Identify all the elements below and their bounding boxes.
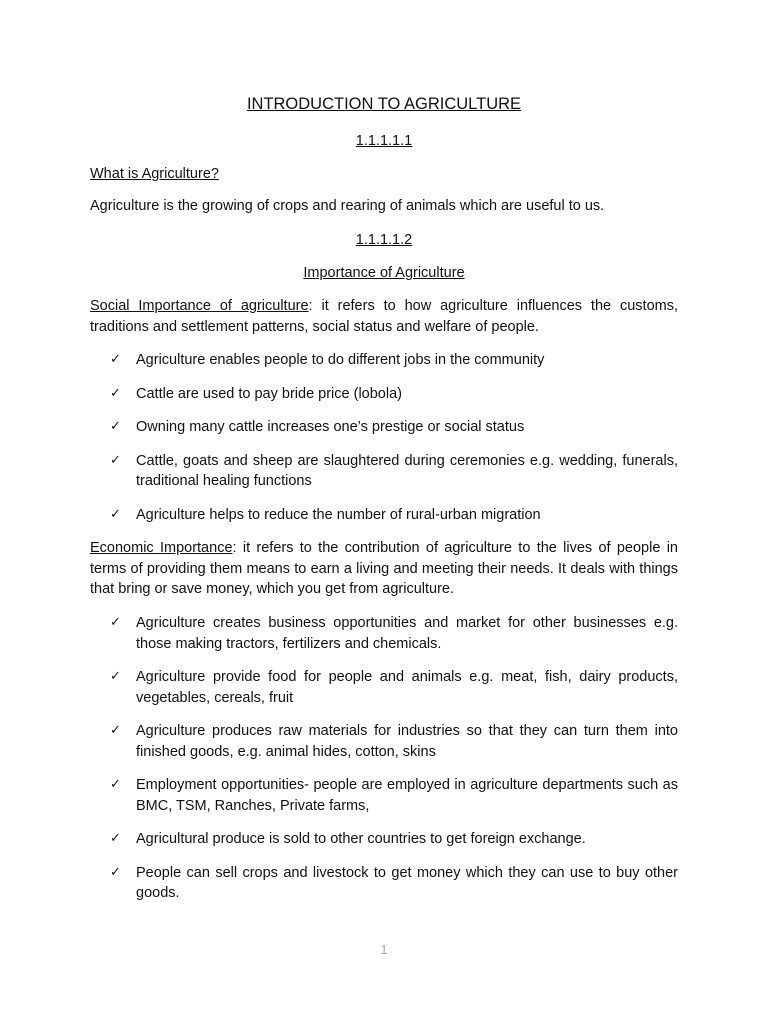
checkmark-icon: ✓ <box>110 352 121 367</box>
list-item <box>110 451 678 492</box>
list-item <box>110 775 678 816</box>
list-item-text: Agriculture enables people to do different jobs in the community <box>136 352 545 368</box>
list-item-text: Cattle, goats and sheep are slaughtered during ceremonies e.g. wedding, funerals, traditional healing functions <box>136 452 678 489</box>
checkmark-icon: ✓ <box>110 723 121 738</box>
checkmark-icon: ✓ <box>110 777 121 792</box>
checkmark-icon: ✓ <box>110 452 121 468</box>
list-item <box>110 350 678 371</box>
list-item <box>110 863 678 904</box>
social-importance-colon: : <box>308 298 313 314</box>
social-importance-text: it refers to how agriculture influences the customs, traditions and settlement patterns, social status and welfare of people. <box>90 298 678 335</box>
document-title: INTRODUCTION TO AGRICULTURE <box>246 95 522 113</box>
economic-importance-lead: Economic Importance <box>90 540 233 556</box>
section-code-2: 1.1.1.1.2 <box>355 232 413 248</box>
page-number: 1 <box>380 942 388 957</box>
list-item-text: Agriculture provide food for people and animals e.g. meat, fish, dairy products, vegetables, cereals, fruit <box>136 669 678 706</box>
list-item <box>110 829 678 850</box>
list-item <box>110 721 678 762</box>
economic-importance-list <box>110 613 678 904</box>
section-code-1: 1.1.1.1.1 <box>355 133 413 149</box>
list-item-text: Cattle are used to pay bride price (lobola) <box>136 385 402 402</box>
social-importance-list <box>110 350 678 525</box>
checkmark-icon: ✓ <box>110 506 121 522</box>
list-item-text: Agricultural produce is sold to other countries to get foreign exchange. <box>136 831 586 847</box>
what-is-agriculture-heading: What is Agriculture? <box>90 166 219 182</box>
list-item <box>110 417 678 438</box>
list-item-text: Owning many cattle increases one’s prestige or social status <box>136 419 525 435</box>
economic-importance-colon: : <box>232 540 237 556</box>
list-item-text: People can sell crops and livestock to get money which they can use to buy other goods. <box>136 864 678 901</box>
checkmark-icon: ✓ <box>110 669 121 684</box>
checkmark-icon: ✓ <box>110 385 121 401</box>
list-item-text: Agriculture produces raw materials for industries so that they can turn them into finished goods, e.g. animal hides, cotton, skins <box>136 723 678 760</box>
list-item <box>110 505 678 526</box>
importance-heading: Importance of Agriculture <box>303 265 465 281</box>
economic-importance-text: it refers to the contribution of agriculture to the lives of people in terms of providing them means to earn a living and meeting their needs. It deals with things that bring or save money, which you get from agriculture. <box>90 540 678 597</box>
document-page <box>90 0 678 1024</box>
list-item-text: Agriculture creates business opportunities and market for other businesses e.g. those making tractors, fertilizers and chemicals. <box>136 615 678 652</box>
checkmark-icon: ✓ <box>110 419 121 434</box>
list-item <box>110 667 678 708</box>
social-importance-paragraph <box>90 296 678 337</box>
checkmark-icon: ✓ <box>110 615 121 630</box>
checkmark-icon: ✓ <box>110 831 121 846</box>
list-item-text: Employment opportunities- people are employed in agriculture departments such as BMC, TSM, Ranches, Private farms, <box>136 777 678 814</box>
list-item-text: Agriculture helps to reduce the number of rural-urban migration <box>136 506 541 523</box>
agriculture-definition: Agriculture is the growing of crops and rearing of animals which are useful to us. <box>90 198 605 214</box>
social-importance-lead: Social Importance of agriculture <box>90 298 309 314</box>
economic-importance-paragraph <box>90 538 678 600</box>
list-item <box>110 384 678 405</box>
list-item <box>110 613 678 654</box>
checkmark-icon: ✓ <box>110 864 121 880</box>
